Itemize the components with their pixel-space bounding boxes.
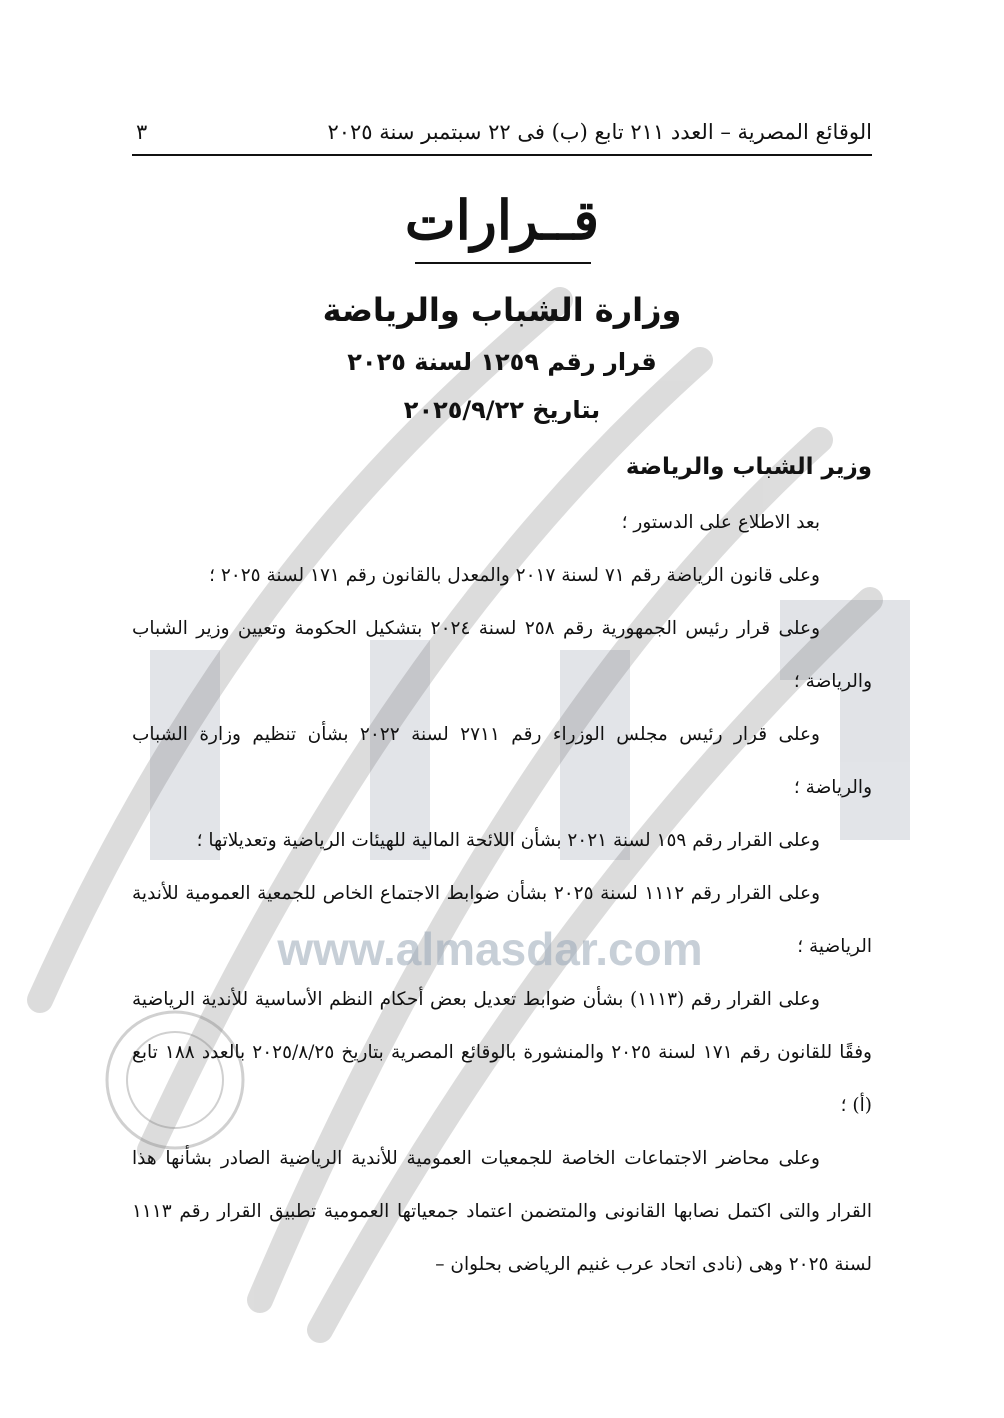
- header-text: الوقائع المصرية – العدد ٢١١ تابع (ب) فى ٢٢ سبتمبر سنة ٢٠٢٥: [327, 120, 872, 144]
- paragraph: وعلى قرار رئيس مجلس الوزراء رقم ٢٧١١ لسنة ٢٠٢٢ بشأن تنظيم وزارة الشباب والرياضة ؛: [132, 724, 872, 798]
- paragraph: وعلى محاضر الاجتماعات الخاصة للجمعيات العمومية للأندية الرياضية الصادر بشأنها هذا القرار والتى اكتمل نصابها القانونى والمتضمن اعتماد جمعياتها العمومية تطبيق القرار رقم ١١١٣ لسنة ٢٠٢٥ وهى (نادى اتحاد عرب غنيم الرياضى بحلوان –: [132, 1148, 872, 1275]
- title-underline: [415, 262, 591, 264]
- paragraph: وعلى قرار رئيس الجمهورية رقم ٢٥٨ لسنة ٢٠٢٤ بتشكيل الحكومة وتعيين وزير الشباب والرياضة ؛: [132, 618, 872, 692]
- paragraph: وعلى القرار رقم ١١١٢ لسنة ٢٠٢٥ بشأن ضوابط الاجتماع الخاص للجمعية العمومية للأندية الرياضية ؛: [132, 883, 872, 957]
- addressee: وزير الشباب والرياضة: [625, 454, 872, 480]
- page-number: ٣: [136, 120, 148, 144]
- decree-body: [132, 496, 872, 1291]
- paragraph: وعلى القرار رقم ١٥٩ لسنة ٢٠٢١ بشأن اللائحة المالية للهيئات الرياضية وتعديلاتها ؛: [196, 830, 820, 851]
- section-title: قــرارات: [404, 188, 600, 252]
- decree-date: بتاريخ ٢٠٢٥/٩/٢٢: [403, 396, 601, 424]
- paragraph: وعلى القرار رقم (١١١٣) بشأن ضوابط تعديل بعض أحكام النظم الأساسية للأندية الرياضية وفقًا للقانون رقم ١٧١ لسنة ٢٠٢٥ والمنشورة بالوقائع المصرية بتاريخ ٢٠٢٥/٨/٢٥ بالعدد ١٨٨ تابع (أ) ؛: [132, 989, 872, 1116]
- running-header: [132, 110, 872, 156]
- watermark-url: www.almasdar.com: [277, 923, 703, 975]
- paragraph: وعلى قانون الرياضة رقم ٧١ لسنة ٢٠١٧ والمعدل بالقانون رقم ١٧١ لسنة ٢٠٢٥ ؛: [209, 565, 820, 586]
- paragraph: بعد الاطلاع على الدستور ؛: [621, 512, 820, 533]
- decree-number: قرار رقم ١٢٥٩ لسنة ٢٠٢٥: [347, 348, 657, 376]
- ministry-name: وزارة الشباب والرياضة: [322, 291, 682, 329]
